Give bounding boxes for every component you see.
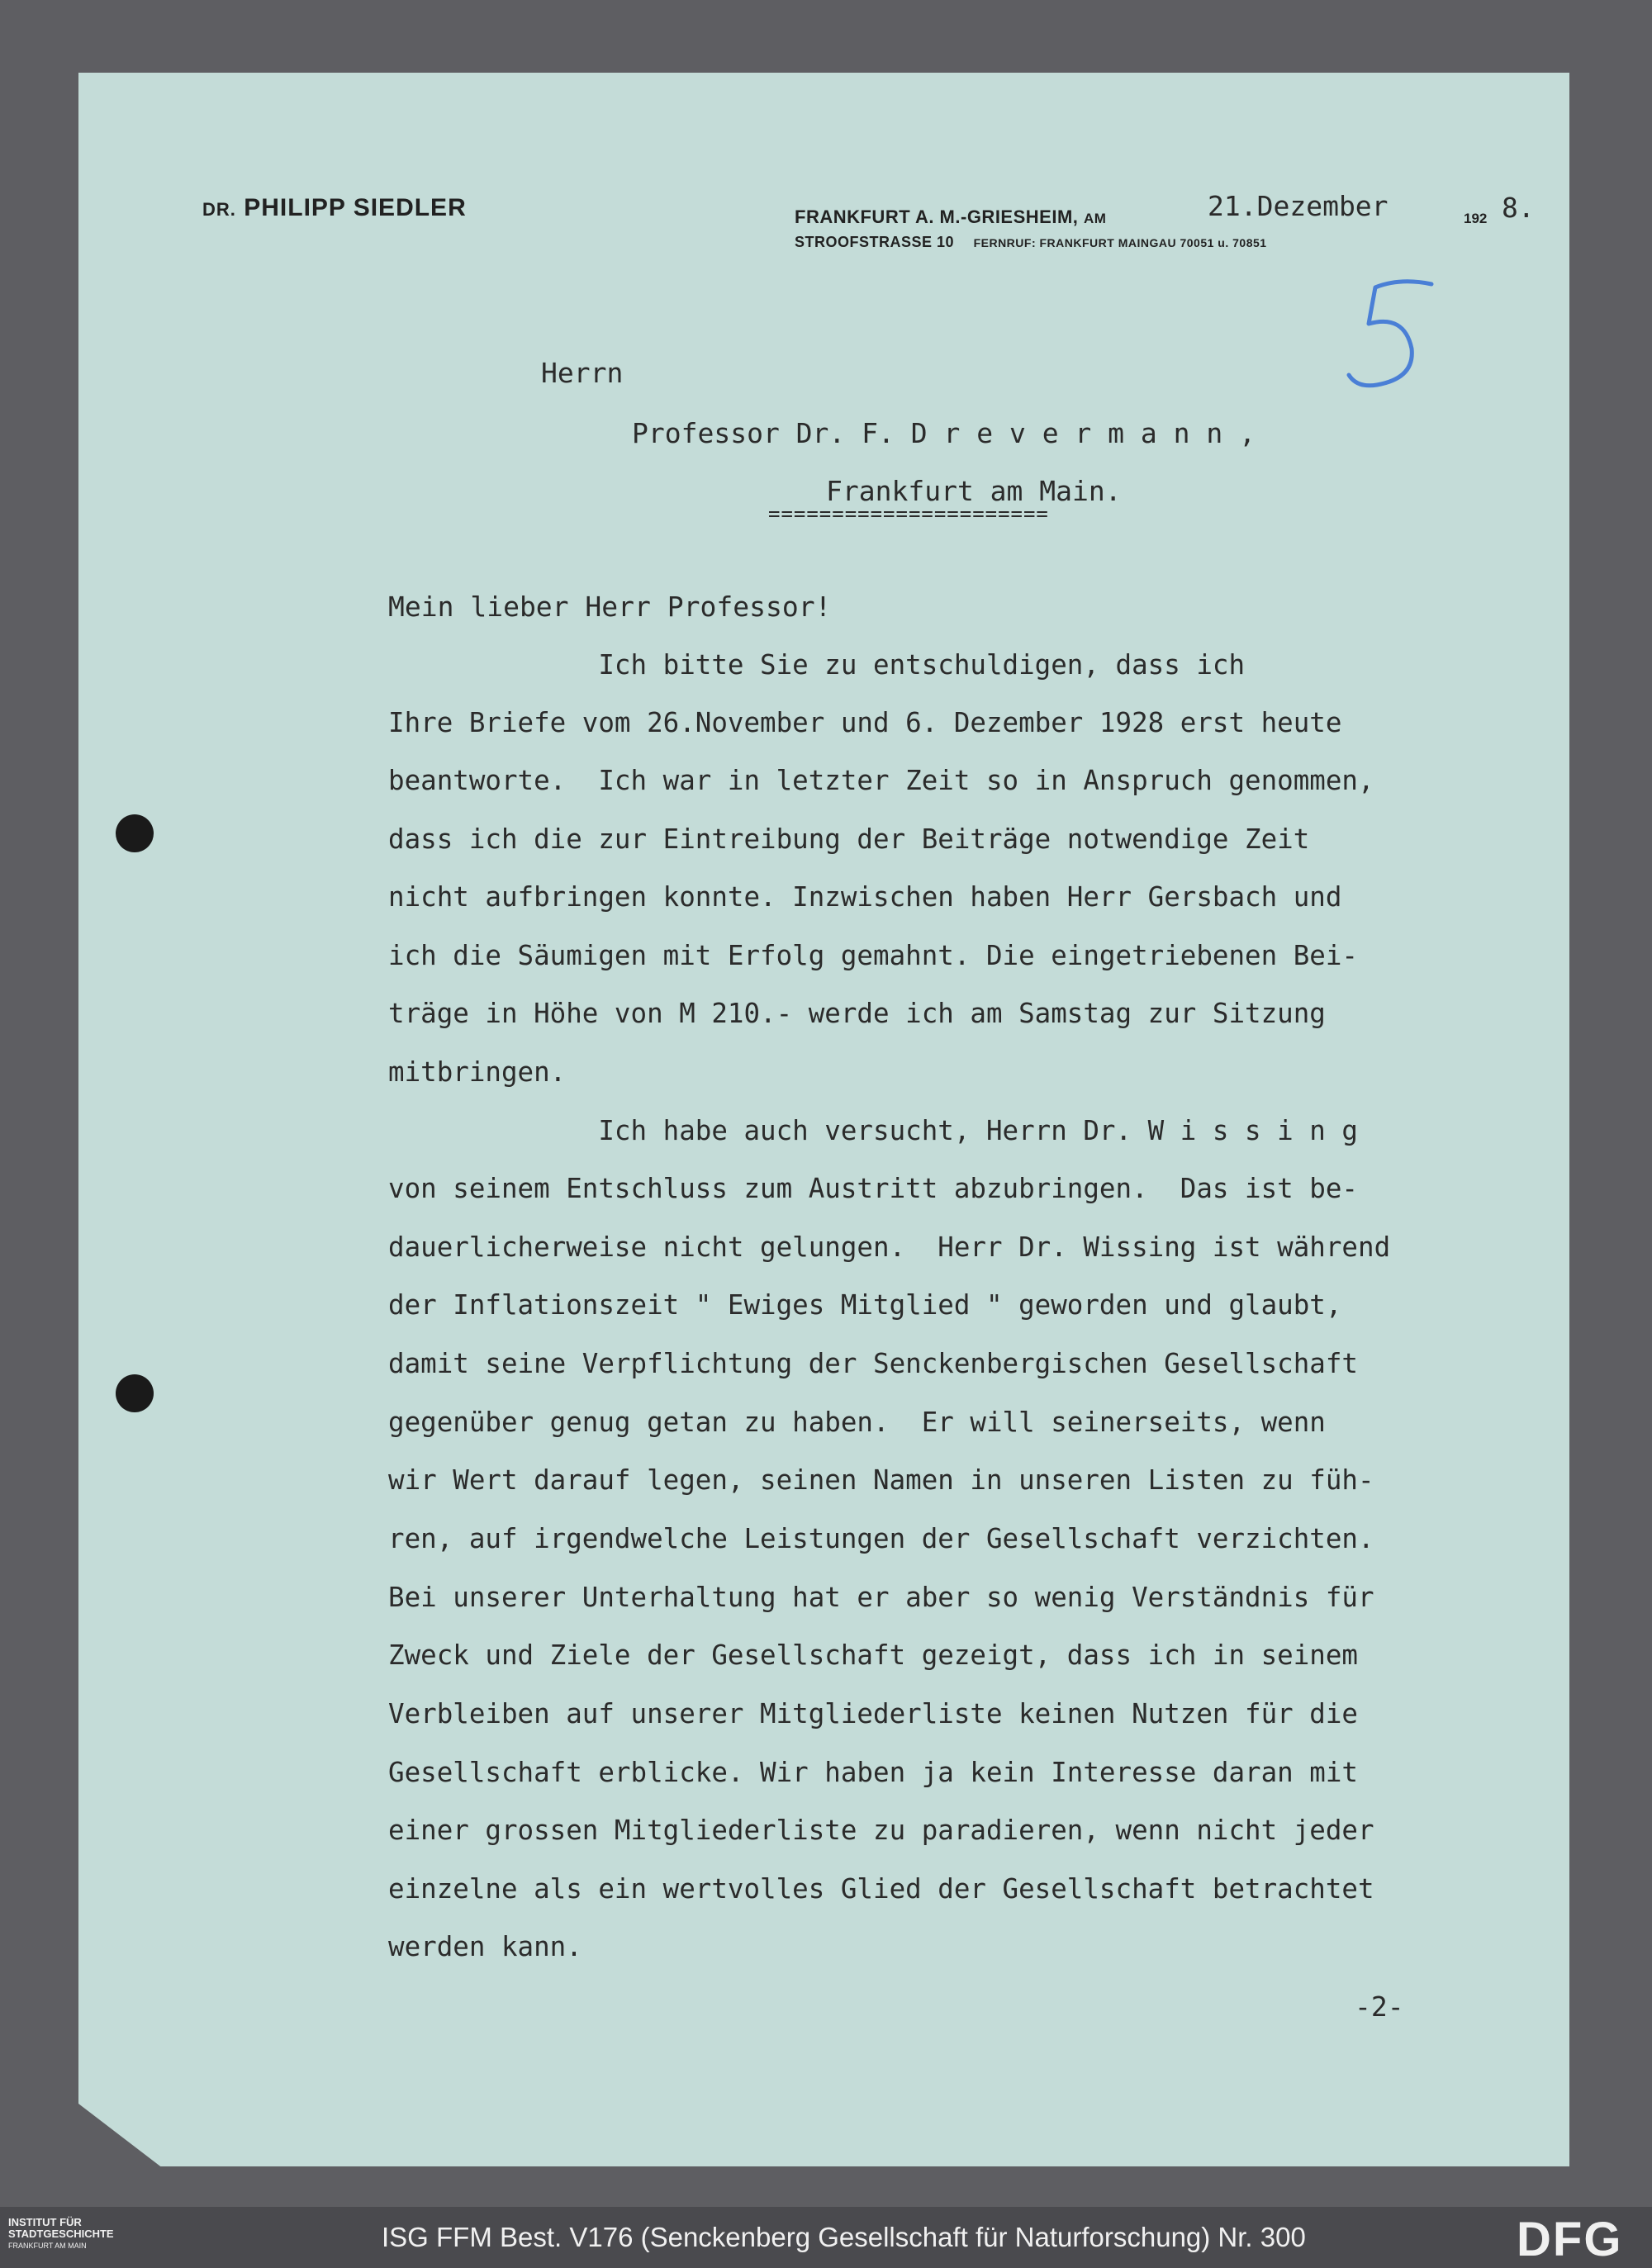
logo-line-2: STADTGESCHICHTE xyxy=(8,2228,114,2240)
body-line: wir Wert darauf legen, seinen Namen in unseren Listen zu füh- xyxy=(388,1464,1374,1496)
institute-logo xyxy=(8,2217,114,2251)
address-underline: ====================== xyxy=(768,502,1049,525)
body-line: von seinem Entschluss zum Austritt abzubringen. Das ist be- xyxy=(388,1173,1358,1204)
typed-year-digit: 8. xyxy=(1502,192,1535,224)
letterhead-year-prefix: 192 xyxy=(1464,211,1488,226)
typed-date: 21.Dezember xyxy=(1208,190,1389,222)
place-text: FRANKFURT A. M.-GRIESHEIM, xyxy=(795,206,1079,227)
address-line-2: Professor Dr. F. D r e v e r m a n n , xyxy=(632,417,1256,449)
name-prefix: DR. xyxy=(202,199,236,220)
salutation: Mein lieber Herr Professor! xyxy=(388,591,832,623)
body-line: der Inflationszeit " Ewiges Mitglied " geworden und glaubt, xyxy=(388,1289,1342,1321)
body-line: Gesellschaft erblicke. Wir haben ja kein Interesse daran mit xyxy=(388,1757,1358,1788)
logo-line-1: INSTITUT FÜR xyxy=(8,2216,82,2228)
letterhead-name xyxy=(202,194,467,222)
body-line: träge in Höhe von M 210.- werde ich am Samstag zur Sitzung xyxy=(388,998,1326,1029)
logo-line-3: FRANKFURT AM MAIN xyxy=(8,2242,87,2250)
body-line: Ich habe auch versucht, Herrn Dr. W i s s i n g xyxy=(388,1115,1358,1146)
body-line: dauerlicherweise nicht gelungen. Herr Dr. Wissing ist während xyxy=(388,1231,1391,1263)
dfg-logo: DFG xyxy=(1517,2213,1623,2266)
body-line: einzelne als ein wertvolles Glied der Gesellschaft betrachtet xyxy=(388,1873,1374,1905)
address-line-3: Frankfurt am Main. xyxy=(826,475,1122,507)
body-line: beantworte. Ich war in letzter Zeit so in Anspruch genommen, xyxy=(388,765,1374,796)
place-am: AM xyxy=(1084,211,1107,226)
body-line: Verbleiben auf unserer Mitgliederliste keinen Nutzen für die xyxy=(388,1698,1358,1729)
body-line: dass ich die zur Eintreibung der Beiträge notwendige Zeit xyxy=(388,823,1310,855)
body-line: ich die Säumigen mit Erfolg gemahnt. Die eingetriebenen Bei- xyxy=(388,940,1358,971)
body-line: werden kann. xyxy=(388,1931,582,1962)
street-text: STROOFSTRASSE 10 xyxy=(795,234,955,250)
handwritten-number xyxy=(1326,273,1441,396)
page-number: -2- xyxy=(1355,1990,1404,2023)
body-line: Ich bitte Sie zu entschuldigen, dass ich xyxy=(388,649,1246,681)
sender-name: PHILIPP SIEDLER xyxy=(244,194,467,221)
archive-caption: ISG FFM Best. V176 (Senckenberg Gesellschaft für Naturforschung) Nr. 300 xyxy=(382,2222,1306,2252)
body-line: ren, auf irgendwelche Leistungen der Gesellschaft verzichten. xyxy=(388,1523,1374,1554)
letterhead-street xyxy=(795,234,1267,251)
body-line: gegenüber genug getan zu haben. Er will seinerseits, wenn xyxy=(388,1407,1326,1438)
body-line: einer grossen Mitgliederliste zu paradieren, wenn nicht jeder xyxy=(388,1815,1374,1846)
letterhead-place xyxy=(795,206,1106,228)
body-line: Ihre Briefe vom 26.November und 6. Dezember 1928 erst heute xyxy=(388,707,1342,738)
punch-hole-bottom xyxy=(116,1374,154,1412)
archive-footer xyxy=(0,2207,1652,2268)
address-line-1: Herrn xyxy=(541,357,624,389)
phone-text: FERNRUF: FRANKFURT MAINGAU 70051 u. 70851 xyxy=(973,236,1267,249)
body-line: Zweck und Ziele der Gesellschaft gezeigt, dass ich in seinem xyxy=(388,1639,1358,1671)
body-line: mitbringen. xyxy=(388,1056,567,1088)
body-line: Bei unserer Unterhaltung hat er aber so wenig Verständnis für xyxy=(388,1582,1374,1613)
body-line: nicht aufbringen konnte. Inzwischen haben Herr Gersbach und xyxy=(388,881,1342,913)
body-line: damit seine Verpflichtung der Senckenbergischen Gesellschaft xyxy=(388,1348,1358,1379)
punch-hole-top xyxy=(116,814,154,852)
